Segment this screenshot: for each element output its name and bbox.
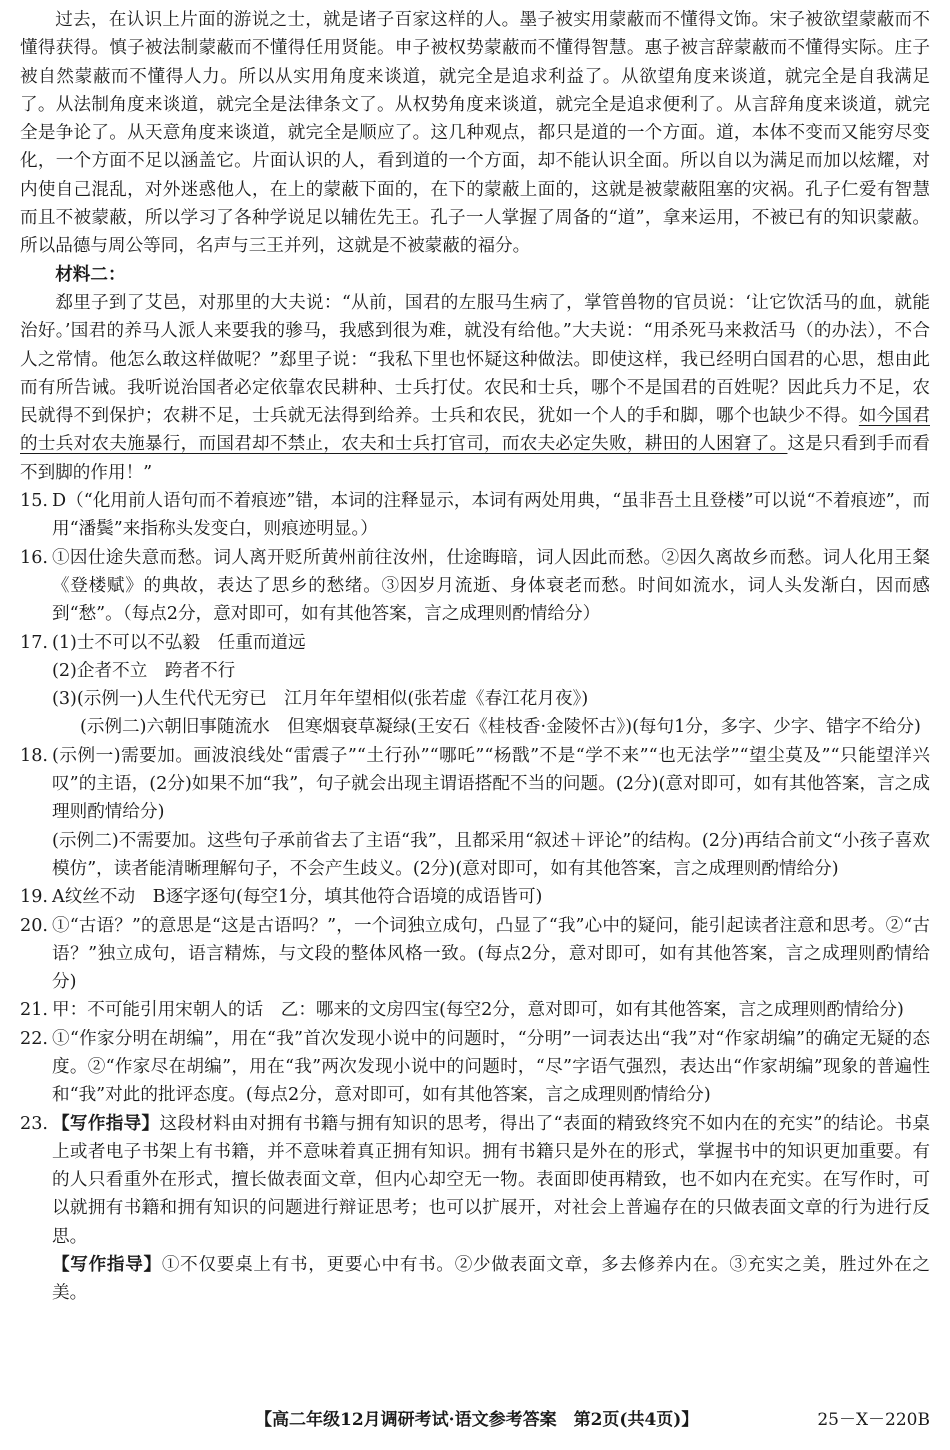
page-footer	[0, 1405, 950, 1435]
material2-paragraph	[20, 289, 930, 487]
writing-guide-tag: 【写作指导】	[52, 1112, 160, 1134]
answer-number: 21.	[20, 1000, 48, 1021]
answer-17	[20, 629, 930, 742]
material1-paragraph: 过去，在认识上片面的游说之士，就是诸子百家这样的人。墨子被实用蒙蔽而不懂得文饰。宋子被欲望蒙蔽而不懂得获得。慎子被法制蒙蔽而不懂得任用贤能。申子被权势蒙蔽而不懂得智慧。惠子被言辞蒙蔽而不懂得实际。庄子被自然蒙蔽而不懂得人力。所以从实用角度来谈道，就完全是追求利益了。从欲望角度来谈道，就完全是自我满足了。从法制角度来谈道，就完全是法律条文了。从权势角度来谈道，就完全是追求便利了。从言辞角度来谈道，就完全是争论了。从天意角度来谈道，就完全是顺应了。这几种观点，都只是道的一个方面。道，本体不变而又能穷尽变化，一个方面不足以涵盖它。片面认识的人，看到道的一个方面，却不能认识全面。所以自以为满足而加以炫耀，对内使自己混乱，对外迷惑他人，在上的蒙蔽下面的，在下的蒙蔽上面的，这就是被蒙蔽阻塞的灾祸。孔子仁爱有智慧而且不被蒙蔽，所以学习了各种学说足以辅佐先王。孔子一人掌握了周备的“道”，拿来运用，不被已有的知识蒙蔽。所以品德与周公等同，名声与三王并列，这就是不被蒙蔽的福分。	[20, 10, 930, 257]
answer-17-line-4: (示例二)六朝旧事随流水 但寒烟衰草凝绿(王安石《桂枝香·金陵怀古》)(每句1分，多字、少字、错字不给分)	[80, 717, 921, 738]
answer-15	[20, 487, 930, 544]
answer-number: 20.	[20, 915, 48, 936]
footer-title: 【高二年级12月调研考试·语文参考答案 第2页(共4页)】	[255, 1410, 699, 1430]
answer-17-line-2: (2)企者不立 跨者不行	[52, 660, 236, 681]
footer-code: 25－X－220B	[817, 1410, 930, 1430]
answer-number: 19.	[20, 887, 48, 908]
material2-tail: 这是只看到手而看不到脚的作用！”	[20, 434, 930, 483]
answer-text: A纹丝不动 B逐字逐句(每空1分，填其他符合语境的成语皆可)	[52, 887, 543, 908]
answer-23-guide-2	[52, 1251, 930, 1308]
answer-text: ①因仕途失意而愁。词人离开贬所黄州前往汝州，仕途晦暗，词人因此而愁。②因久离故乡而愁。词人化用王粲《登楼赋》的典故，表达了思乡的愁绪。③因岁月流逝、身体衰老而愁。时间如流水，词人头发渐白，因而感到“愁”。（每点2分，意对即可，如有其他答案，言之成理则酌情给分）	[52, 547, 930, 625]
answer-21	[20, 996, 930, 1024]
answer-number: 22.	[20, 1028, 48, 1049]
material2-heading: 材料二：	[55, 264, 126, 285]
writing-guide-tag-2: 【写作指导】	[52, 1254, 162, 1276]
writing-guide-text-2: ①不仅要桌上有书，更要心中有书。②少做表面文章，多去修养内在。③充实之美，胜过外在之美。	[52, 1255, 930, 1304]
answer-18-example-1: (示例一)需要加。画波浪线处“雷震子”“土行孙”“哪吒”“杨戬”不是“学不来”“也无法学”“望尘莫及”“只能望洋兴叹”的主语，(2分)如果不加“我”，句子就会出现主谓语搭配不当的问题。(2分)(意对即可，如有其他答案，言之成理则酌情给分)	[52, 745, 930, 823]
answer-17-line-1: (1)士不可以不弘毅 任重而道远	[52, 632, 306, 653]
answer-20	[20, 912, 930, 997]
answer-17-line-3: (3)(示例一)人生代代无穷已 江月年年望相似(张若虚《春江花月夜》)	[52, 689, 589, 710]
answer-text: D（“化用前人语句而不着痕迹”错，本词的注释显示，本词有两处用典，“虽非吾土且登楼”可以说“不着痕迹”，而用“潘鬓”来指称头发变白，则痕迹明显。）	[52, 491, 930, 540]
answer-page	[20, 6, 930, 1308]
answer-number: 23.	[20, 1113, 48, 1134]
answer-19	[20, 883, 930, 911]
writing-guide-text: 这段材料由对拥有书籍与拥有知识的思考，得出了“表面的精致终究不如内在的充实”的结论。书桌上或者电子书架上有书籍，并不意味着真正拥有知识。拥有书籍只是外在的形式，掌握书中的知识更加重要。有的人只看重外在形式，擅长做表面文章，但内心却空无一物。表面即使再精致，也不如内在充实。在写作时，可以就拥有书籍和拥有知识的问题进行辩证思考；也可以扩展开，对社会上普遍存在的只做表面文章的行为进行反思。	[52, 1113, 930, 1247]
answer-18-example-2: (示例二)不需要加。这些句子承前省去了主语“我”，且都采用“叙述＋评论”的结构。(2分)再结合前文“小孩子喜欢模仿”，读者能清晰理解句子，不会产生歧义。(2分)(意对即可，如有其他答案，言之成理则酌情给分)	[52, 830, 930, 879]
material2-text: 郄里子到了艾邑，对那里的大夫说：“从前，国君的左服马生病了，掌管兽物的官员说：‘让它饮活马的血，就能治好。’国君的养马人派人来要我的骖马，我感到很为难，就没有给他。”大夫说：“用杀死马来救活马（的办法），不合人之常情。他怎么敢这样做呢？”郄里子说：“我私下里也怀疑这种做法。即使这样，我已经明白国君的心思，想由此而有所告诫。我听说治国者必定依靠农民耕种、士兵打仗。农民和士兵，哪个不是国君的百姓呢？因此兵力不足，农民就得不到保护；农耕不足，士兵就无法得到给养。士兵和农民，犹如一个人的手和脚，哪个也缺少不得。	[20, 292, 930, 427]
answer-18	[20, 742, 930, 883]
answer-number: 16.	[20, 547, 48, 568]
answer-text: ①“古语？”的意思是“这是古语吗？”，一个词独立成句，凸显了“我”心中的疑问，能引起读者注意和思考。②“古语？”独立成句，语言精炼，与文段的整体风格一致。(每点2分，意对即可，如有其他答案，言之成理则酌情给分)	[52, 915, 930, 993]
answer-16	[20, 544, 930, 629]
answer-23	[20, 1110, 930, 1308]
answer-22	[20, 1025, 930, 1110]
answer-number: 17.	[20, 632, 48, 653]
answer-number: 18.	[20, 745, 48, 766]
answer-text: 甲：不可能引用宋朝人的话 乙：哪来的文房四宝(每空2分，意对即可，如有其他答案，言之成理则酌情给分)	[52, 1000, 904, 1021]
answer-number: 15.	[20, 491, 48, 512]
material2-underlined-text: 如今国君的士兵对农夫施暴行，而国君却不禁止，农夫和士兵打官司，而农夫必定失败，耕田的人困窘了。	[20, 406, 930, 455]
answer-23-guide-1	[52, 1110, 930, 1251]
answer-text: ①“作家分明在胡编”，用在“我”首次发现小说中的问题时，“分明”一词表达出“我”对“作家胡编”的确定无疑的态度。②“作家尽在胡编”，用在“我”两次发现小说中的问题时，“尽”字语气强烈，表达出“作家胡编”现象的普遍性和“我”对此的批评态度。(每点2分，意对即可，如有其他答案，言之成理则酌情给分)	[52, 1028, 930, 1106]
